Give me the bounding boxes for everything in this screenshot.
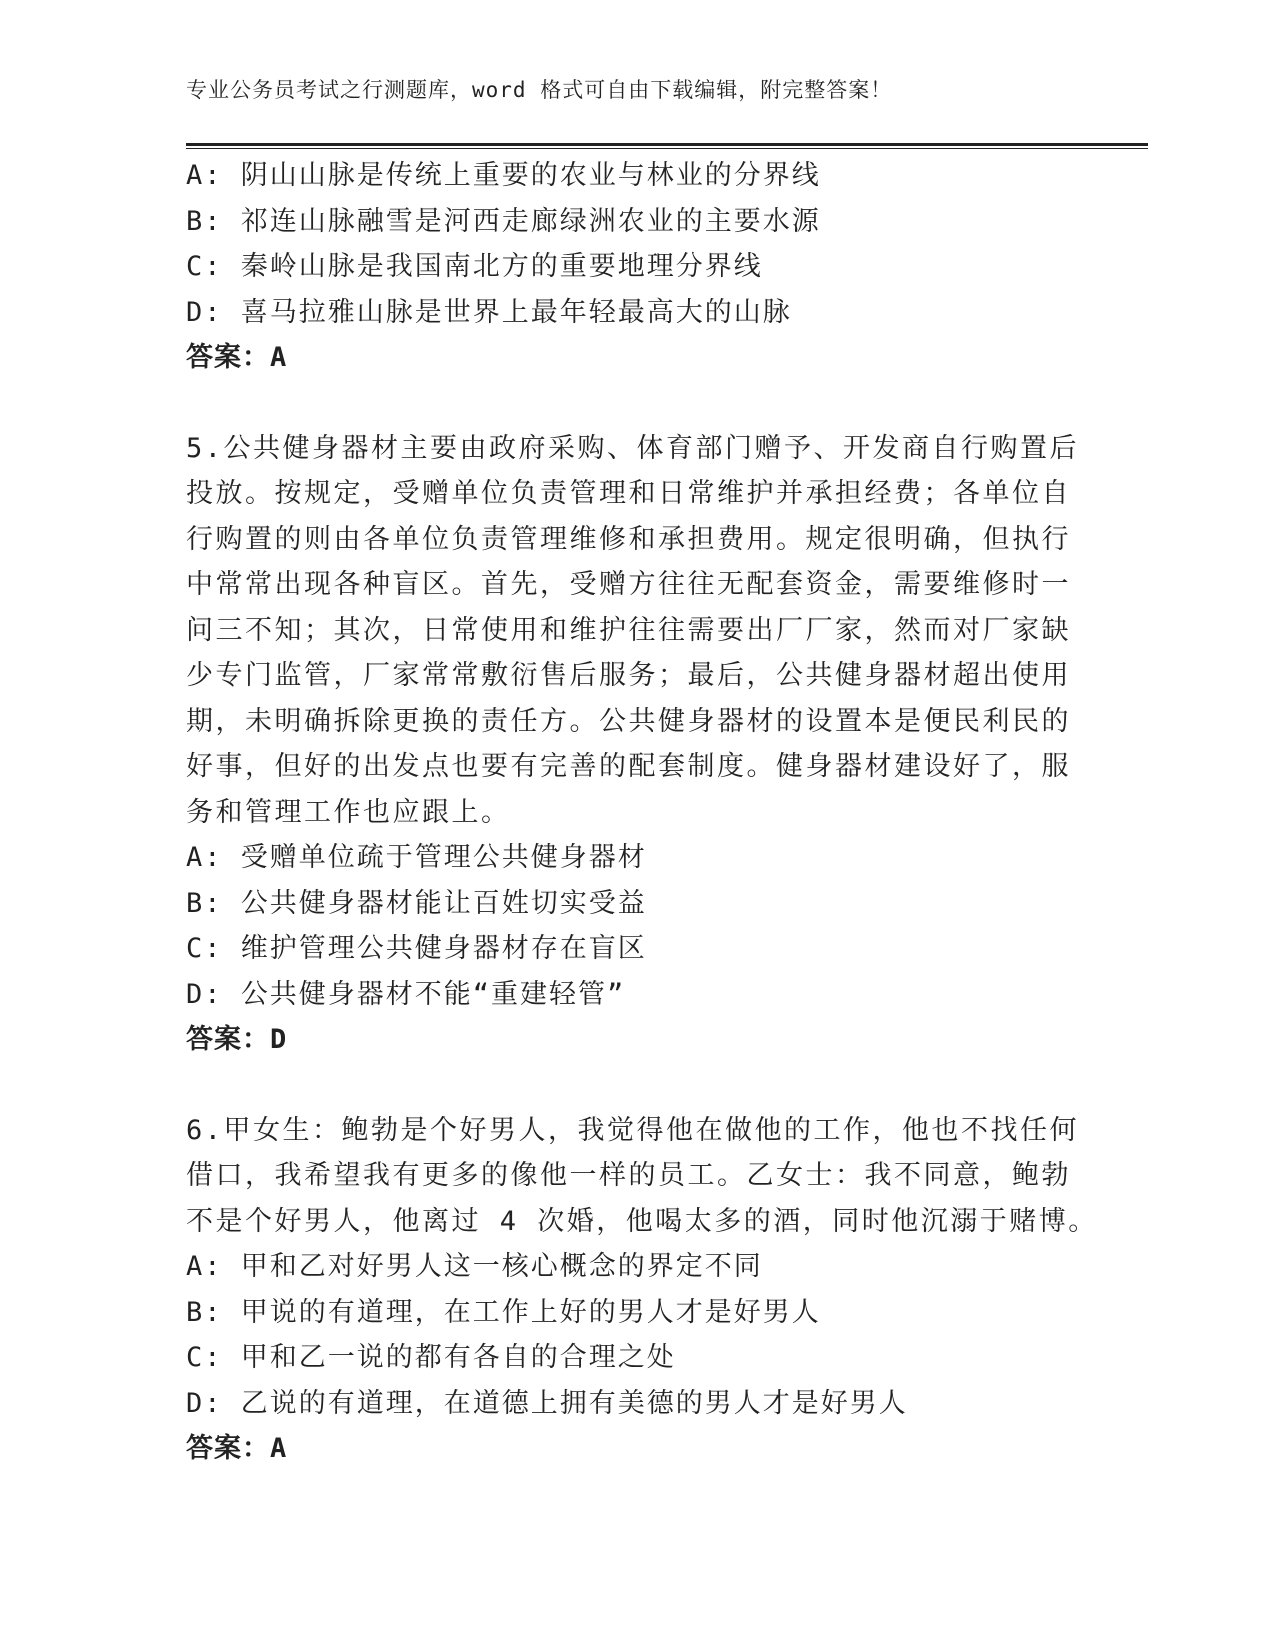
q6-stem-line: 借口，我希望我有更多的像他一样的员工。乙女士：我不同意，鲍勃 [186,1160,1071,1191]
q5-option-d: D: 公共健身器材不能“重建轻管” [186,978,626,1010]
header-divider [186,143,1148,149]
q6-option-a: A: 甲和乙对好男人这一核心概念的界定不同 [186,1251,763,1282]
question-5 [186,426,1080,1063]
q5-stem-line: 问三不知；其次，日常使用和维护往往需要出厂厂家，然而对厂家缺 [186,614,1071,646]
q5-stem-line: 好事，但好的出发点也要有完善的配套制度。健身器材建设好了，服 [186,751,1071,782]
q4-option-b: B: 祁连山脉融雪是河西走廊绿洲农业的主要水源 [186,205,821,237]
q5-stem-line: 务和管理工作也应跟上。 [186,796,511,828]
question-4 [186,153,1066,381]
q6-option-d: D: 乙说的有道理，在道德上拥有美德的男人才是好男人 [186,1387,908,1419]
q5-option-a: A: 受赠单位疏于管理公共健身器材 [186,842,647,873]
q5-stem-line: 少专门监管，厂家常常敷衍售后服务；最后，公共健身器材超出使用 [186,660,1071,691]
q6-answer: 答案：A [186,1433,288,1464]
q4-option-d: D: 喜马拉雅山脉是世界上最年轻最高大的山脉 [186,296,792,328]
q5-stem-line: 期，未明确拆除更换的责任方。公共健身器材的设置本是便民利民的 [186,705,1071,737]
page-header: 专业公务员考试之行测题库，word 格式可自由下载编辑，附完整答案！ [186,78,893,102]
q5-option-b: B: 公共健身器材能让百姓切实受益 [186,887,647,919]
question-6 [186,1108,1098,1472]
q6-option-b: B: 甲说的有道理，在工作上好的男人才是好男人 [186,1296,821,1328]
q6-option-c: C: 甲和乙一说的都有各自的合理之处 [186,1342,676,1373]
q6-stem-line: 6.甲女生：鲍勃是个好男人，我觉得他在做他的工作，他也不找任何 [186,1114,1080,1146]
q5-stem-line: 行购置的则由各单位负责管理维修和承担费用。规定很明确，但执行 [186,523,1071,555]
document-body [186,153,1098,1472]
q5-stem-line: 投放。按规定，受赠单位负责管理和日常维护并承担经费；各单位自 [186,478,1071,509]
q6-stem-line: 不是个好男人，他离过 4 次婚，他喝太多的酒，同时他沉溺于赌博。 [186,1205,1098,1237]
q5-option-c: C: 维护管理公共健身器材存在盲区 [186,933,647,964]
q5-answer: 答案：D [186,1024,288,1055]
q5-stem-line: 5.公共健身器材主要由政府采购、体育部门赠予、开发商自行购置后 [186,432,1080,464]
q4-option-a: A: 阴山山脉是传统上重要的农业与林业的分界线 [186,160,821,191]
q4-option-c: C: 秦岭山脉是我国南北方的重要地理分界线 [186,251,763,282]
q5-stem-line: 中常常出现各种盲区。首先，受赠方往往无配套资金，需要维修时一 [186,569,1071,600]
q4-answer: 答案：A [186,342,288,373]
